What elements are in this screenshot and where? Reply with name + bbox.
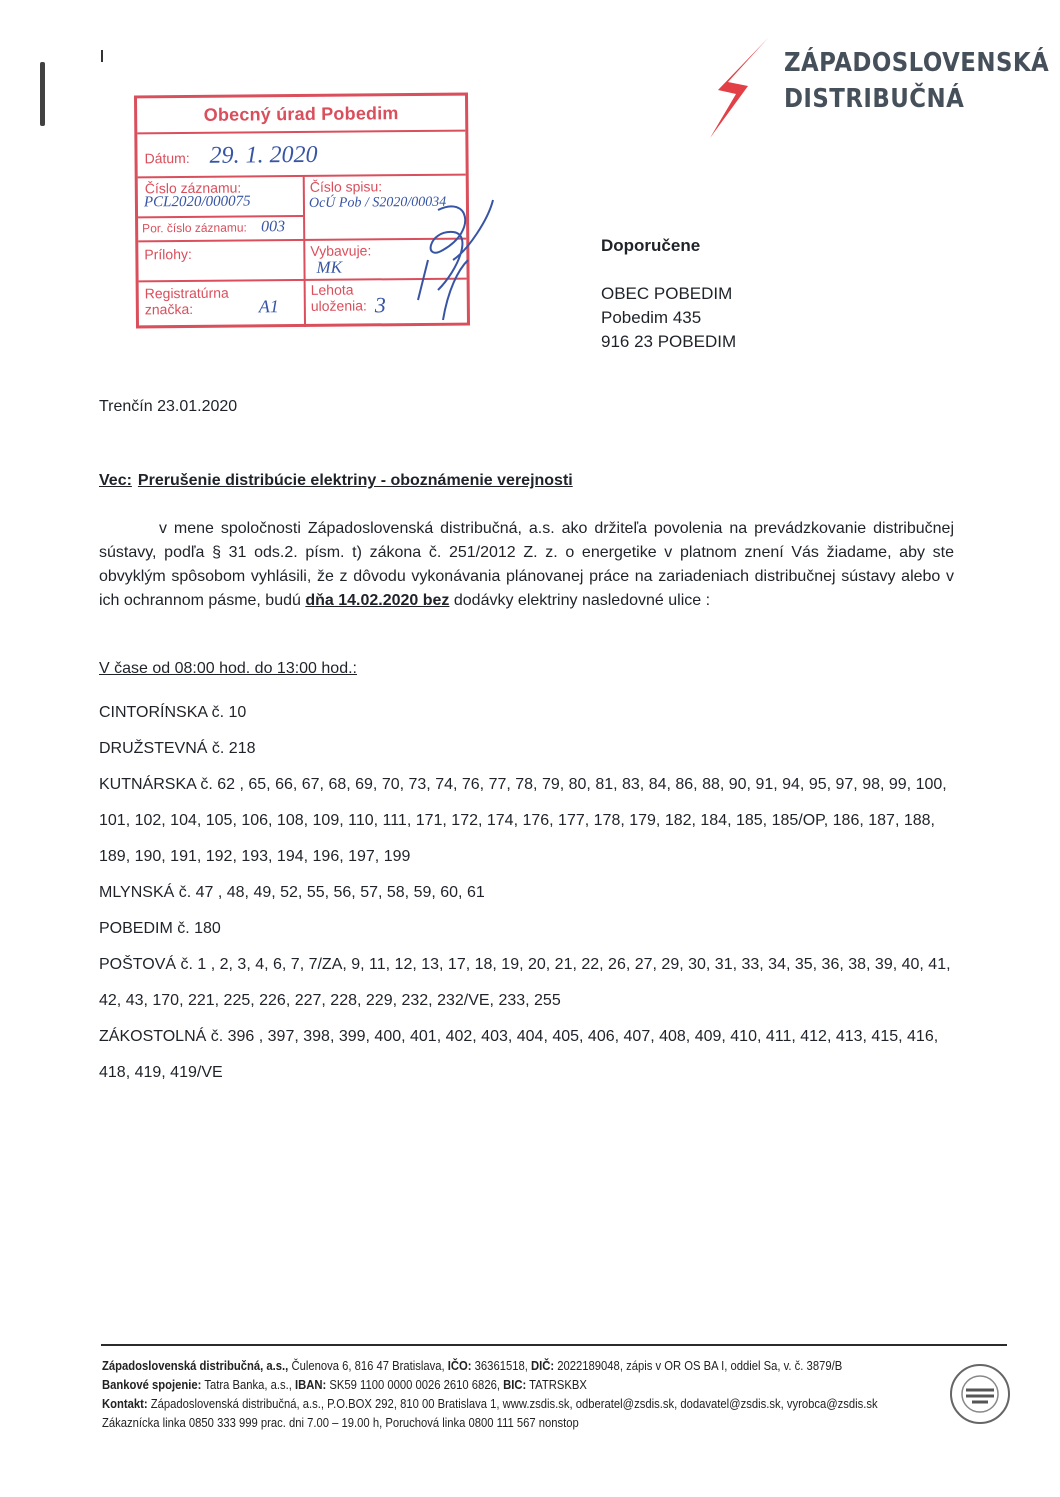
footer-iban-label: IBAN: (295, 1378, 327, 1392)
stamp-order-number-value: 003 (261, 218, 286, 236)
footer-bank-row (102, 1376, 876, 1395)
affected-streets-list (99, 695, 959, 1091)
recipient-street: Pobedim 435 (601, 308, 702, 327)
street-entry: ZÁKOSTOLNÁ č. 396 , 397, 398, 399, 400, 401, 402, 403, 404, 405, 406, 407, 408, 409, 410, 411, 412, 413, 415, 416, 418, 419, 419/VE (99, 1028, 939, 1081)
subject-prefix: Vec: (99, 472, 132, 489)
footer-bank-value: Tatra Banka, a.s., (201, 1378, 296, 1392)
footer-dic-value: 2022189048, zápis v OR OS BA I, oddiel Sa, v. č. 3879/B (554, 1359, 843, 1373)
stamp-order-number-label: Por. číslo záznamu: (142, 220, 247, 236)
footer-bank-label: Bankové spojenie: (102, 1378, 202, 1392)
footer-dic-label: DIČ: (530, 1359, 555, 1373)
stamp-title: Obecný úrad Pobedim (203, 103, 399, 125)
registry-stamp (134, 93, 470, 329)
body-paragraph (99, 517, 954, 613)
stamp-retention-label: Lehota uloženia: (310, 281, 367, 315)
stamp-handled-by-label: Vybavuje: (310, 242, 372, 259)
certification-seal-icon (948, 1362, 1012, 1426)
footer-ico-label: IČO: (447, 1359, 472, 1373)
street-entry: MLYNSKÁ č. 47 , 48, 49, 52, 55, 56, 57, 58, 59, 60, 61 (99, 884, 485, 901)
recipient-city: 916 23 POBEDIM (601, 332, 737, 351)
company-footer (102, 1357, 962, 1433)
logo-line-1: ZÁPADOSLOVENSKÁ (784, 48, 1050, 78)
logo-wordmark (784, 50, 1060, 122)
footer-company-name: Západoslovenská distribučná, a.s., (102, 1359, 289, 1373)
footer-address: Čulenova 6, 816 47 Bratislava, (288, 1359, 448, 1373)
footer-contact-label: Kontakt: (102, 1397, 148, 1411)
street-entry: CINTORÍNSKA č. 10 (99, 704, 247, 721)
stamp-attachments-label: Prílohy: (144, 245, 192, 263)
footer-divider (101, 1344, 1007, 1346)
footer-contact-row (102, 1395, 876, 1414)
stamp-registry-value: A1 (258, 296, 279, 317)
street-entry: POŠTOVÁ č. 1 , 2, 3, 4, 6, 7, 7/ZA, 9, 11, 12, 13, 17, 18, 19, 20, 21, 22, 26, 27, 29, 30, 31, 33, 34, 35, 36, 38, 39, 40, 41, 42, 43, 170, 221, 225, 226, 227, 228, 229, 232, 232/VE, 233, 255 (99, 956, 951, 1009)
footer-ico-value: 36361518, (471, 1359, 531, 1373)
outage-date-emphasis: dňa 14.02.2020 bez (305, 592, 450, 609)
recipient-name: OBEC POBEDIM (601, 284, 733, 303)
delivery-type: Doporučene (601, 236, 701, 255)
stamp-date-label: Dátum: (144, 149, 190, 167)
street-entry: KUTNÁRSKA č. 62 , 65, 66, 67, 68, 69, 70, 73, 74, 76, 77, 78, 79, 80, 81, 83, 84, 86, 88, 90, 91, 94, 95, 97, 98, 99, 100, 101, 102, 104, 105, 106, 108, 109, 110, 111, 171, 172, 174, 176, 177, 178, 179, 182, 184, 185, 185/OP, 186, 187, 188, 189, 190, 191, 192, 193, 194, 196, 197, 199 (99, 776, 947, 865)
stamp-record-number-label: Číslo záznamu: (144, 179, 242, 197)
lightning-bolt-icon (706, 38, 772, 142)
footer-iban-value: SK59 1100 0000 0026 2610 6826, (326, 1378, 504, 1392)
stamp-retention-value: 3 (374, 292, 386, 318)
footer-company-row (102, 1357, 876, 1376)
letter-subject (99, 472, 573, 490)
place-and-date: Trenčín 23.01.2020 (99, 398, 238, 415)
footer-bic-value: TATRSKBX (526, 1378, 587, 1392)
street-entry: POBEDIM č. 180 (99, 920, 221, 937)
paragraph-text-start: v mene spoločnosti Západoslovenská distribučná, a.s. ako držiteľa povolenia na prevádzkovanie distribučnej sústavy, podľa § 31 ods.2. písm. t) zákona č. 251/2012 Z. z. o energetike v platnom znení Vás žiadame, aby ste obvyklým spôsobom vyhlásili, že z dôvodu vykonávania plánovanej práce na zariadeniach distribučnej sústavy alebo v ich ochrannom pásme, budú (99, 520, 954, 609)
outage-time-heading: V čase od 08:00 hod. do 13:00 hod.: (99, 660, 357, 677)
stamp-file-number-value: OcÚ Pob / S2020/00034 (308, 194, 447, 211)
scan-edge-mark (40, 62, 45, 126)
scan-corner-tick (101, 50, 103, 62)
paragraph-text-end: dodávky elektriny nasledovné ulice : (449, 592, 711, 609)
stamp-record-number-value: PCL2020/000075 (143, 193, 251, 211)
stamp-divider (138, 238, 466, 243)
recipient-address (601, 234, 736, 354)
stamp-handled-by-value: MK (316, 257, 343, 277)
footer-hotline-row: Zákaznícka linka 0850 333 999 prac. dni 7.00 – 19.00 h, Poruchová linka 0800 111 567 nonstop (102, 1416, 579, 1430)
subject-text: Prerušenie distribúcie elektriny - oboznámenie verejnosti (137, 472, 573, 489)
footer-bic-label: BIC: (503, 1378, 527, 1392)
company-logo (706, 38, 1050, 142)
stamp-column-divider (303, 175, 306, 327)
street-entry: DRUŽSTEVNÁ č. 218 (99, 740, 256, 757)
stamp-date-value: 29. 1. 2020 (209, 141, 318, 169)
footer-contact-value: Západoslovenská distribučná, a.s., P.O.BOX 292, 810 00 Bratislava 1, www.zsdis.sk, odberatel@zsdis.sk, dodavatel@zsdis.sk, vyrobca@zsdis.sk (147, 1397, 878, 1411)
stamp-divider (137, 130, 465, 135)
logo-line-2: DISTRIBUČNÁ (784, 84, 965, 114)
stamp-divider (139, 278, 467, 283)
stamp-file-number-label: Číslo spisu: (309, 178, 383, 195)
stamp-registry-label: Registratúrna značka: (144, 284, 229, 318)
